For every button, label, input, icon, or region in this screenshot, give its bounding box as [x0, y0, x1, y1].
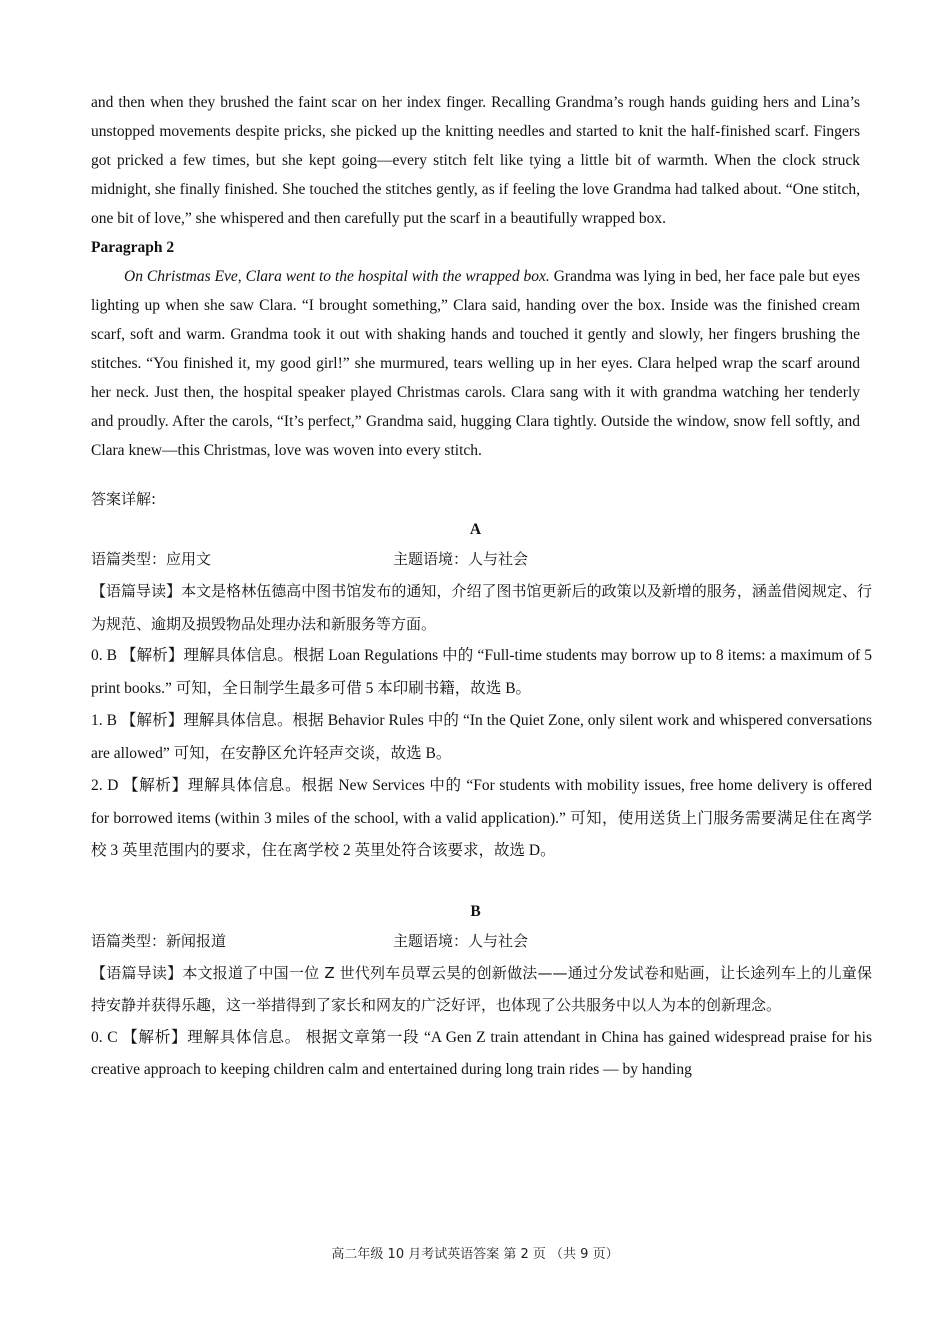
section-a-meta [91, 544, 860, 575]
section-b-guide: 【语篇导读】本文报道了中国一位 Z 世代列车员覃云昊的创新做法——通过分发试卷和贴画，让长途列车上的儿童保持安静并获得乐趣，这一举措得到了家长和网友的广泛好评，也体现了公共服务中以人为本的创新理念。 [91, 963, 872, 1014]
page-footer: 高二年级 10 月考试英语答案 第 2 页 （共 9 页） [331, 1247, 619, 1262]
paragraph-2-heading: Paragraph 2 [91, 239, 175, 256]
section-b-heading: B [470, 902, 481, 920]
section-b-answer-0: 0. C 【解析】理解具体信息。 根据文章第一段 “A Gen Z train attendant in China has gained widespread praise for his creative approach to keeping children calm and entertained during long train rides — by handing [91, 1028, 872, 1078]
answers-label: 答案详解: [91, 490, 157, 508]
section-a-answer-2: 2. D 【解析】理解具体信息。根据 New Services 中的 “For students with mobility issues, free home delivery is offered for borrowed items (within 3 miles of the school, with a valid application).” 可知，使用送货上门服务需要满足住在离学校 3 英里范围内的要求，住在离学校 2 英里处符合该要求，故选 D。 [91, 777, 872, 859]
paragraph-2-body: Grandma was lying in bed, her face pale but eyes lighting up when she saw Clara. “I brought something,” Clara said, handing over the box. Inside was the finished cream scarf, soft and warm. Grandma took it out with shaking hands and touched it gently and slowly, her fingers brushing the stitches. “You finished it, my good girl!” she murmured, tears welling up in her eyes. Clara helped wrap the scarf around her neck. Just then, the hospital speaker played Christmas carols. Clara sang with it with grandma watching her tenderly and proudly. After the carols, “It’s perfect,” Grandma said, hugging Clara tightly. Outside the window, snow fell softly, and Clara knew—this Christmas, love was woven into every stitch. [91, 268, 860, 459]
section-a-answer-0: 0. B 【解析】理解具体信息。根据 Loan Regulations 中的 “Full-time students may borrow up to 8 items: a maximum of 5 print books.” 可知，全日制学生最多可借 5 本印刷书籍，故选 B。 [91, 647, 872, 697]
section-a-answer-1: 1. B 【解析】理解具体信息。根据 Behavior Rules 中的 “In the Quiet Zone, only silent work and whispered conversations are allowed” 可知，在安静区允许轻声交谈，故选 B。 [91, 712, 872, 762]
section-b-text-type: 语篇类型：新闻报道 [91, 931, 227, 950]
story-paragraph-1-continuation: and then when they brushed the faint scar on her index finger. Recalling Grandma’s rough hands guiding hers and Lina’s unstopped movements despite pricks, she picked up the knitting needles and started to knit the half-finished scarf. Fingers got pricked a few times, but she kept going—every stitch felt like tying a little bit of warmth. When the clock struck midnight, she finally finished. She touched the stitches gently, as if feeling the love Grandma had talked about. “One stitch, one bit of love,” she whispered and then carefully put the scarf in a beautifully wrapped box. [91, 94, 860, 227]
section-b-meta [91, 926, 860, 957]
paragraph-2-opening-sentence: On Christmas Eve, Clara went to the hospital with the wrapped box. [124, 268, 550, 285]
section-a-theme: 主题语境：人与社会 [393, 550, 529, 568]
section-a-guide: 【语篇导读】本文是格林伍德高中图书馆发布的通知，介绍了图书馆更新后的政策以及新增的服务，涵盖借阅规定、行为规范、逾期及损毁物品处理办法和新服务等方面。 [91, 582, 872, 633]
section-a-heading: A [469, 521, 482, 538]
document-page [91, 88, 872, 1087]
story-paragraph-2 [91, 262, 860, 465]
section-a-text-type: 语篇类型：应用文 [91, 550, 212, 568]
section-b-theme: 主题语境：人与社会 [393, 931, 529, 950]
